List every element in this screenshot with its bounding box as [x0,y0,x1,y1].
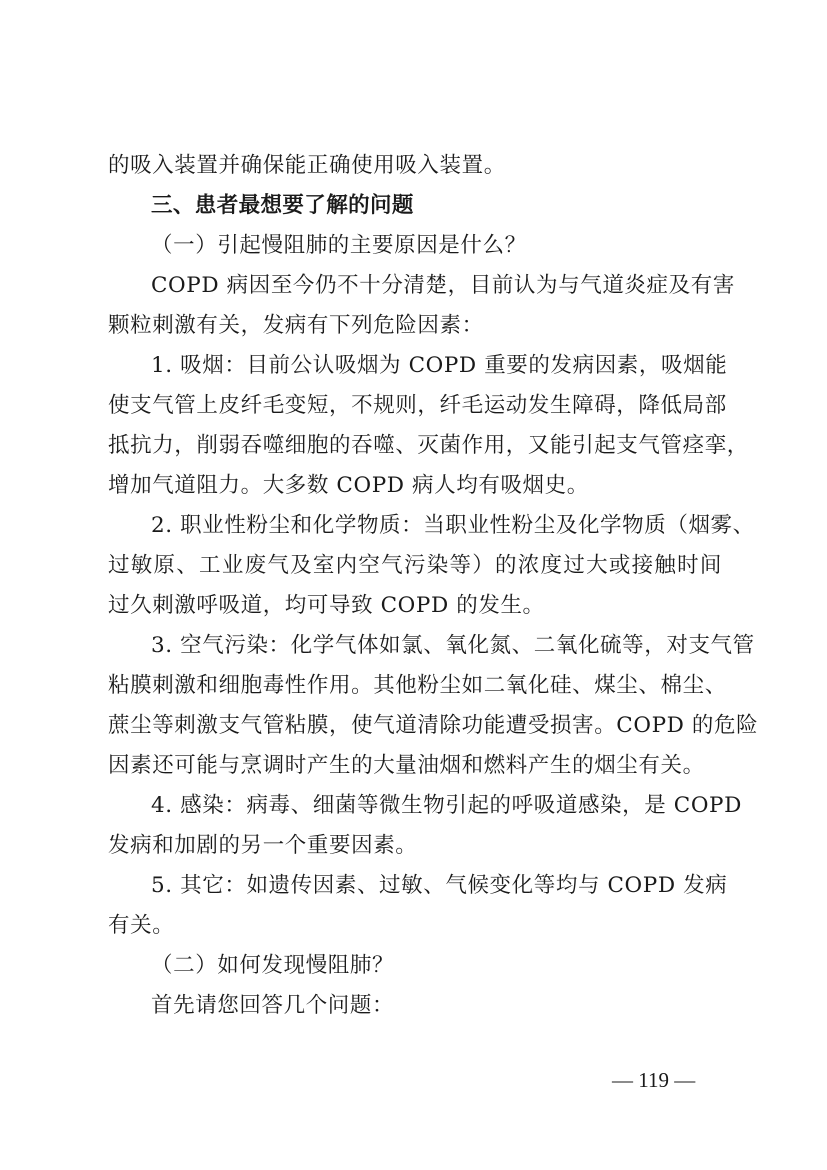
list-item-2-line: 过久刺激呼吸道，均可导致 COPD 的发生。 [108,593,545,618]
list-item-3-line: 因素还可能与烹调时产生的大量油烟和燃料产生的烟尘有关。 [108,753,705,778]
section-heading: 三、患者最想要了解的问题 [151,193,414,218]
list-item-5-line: 5. 其它：如遗传因素、过敏、气候变化等均与 COPD 发病 [151,873,728,898]
paragraph-line: 首先请您回答几个问题： [151,993,395,1018]
list-item-3-line: 蔗尘等刺激支气管粘膜，使气道清除功能遭受损害。COPD 的危险 [108,713,759,738]
list-item-2-line: 过敏原、工业废气及室内空气污染等）的浓度过大或接触时间 [108,553,722,578]
subsection-heading-2: （二）如何发现慢阻肺？ [151,953,395,978]
paragraph-line: COPD 病因至今仍不十分清楚，目前认为与气道炎症及有害 [151,273,735,298]
list-item-1-line: 增加气道阻力。大多数 COPD 病人均有吸烟史。 [108,473,589,498]
paragraph-continuation-line: 的吸入装置并确保能正确使用吸入装置。 [108,153,506,178]
document-body [108,146,759,1026]
list-item-3-line: 粘膜刺激和细胞毒性作用。其他粉尘如二氧化硅、煤尘、棉尘、 [108,673,727,698]
list-item-1-line: 1. 吸烟：目前公认吸烟为 COPD 重要的发病因素，吸烟能 [151,353,728,378]
page-number: — 119 — [612,1068,696,1092]
subsection-heading-1: （一）引起慢阻肺的主要原因是什么？ [151,233,527,258]
list-item-4-line: 发病和加剧的另一个重要因素。 [108,833,418,858]
list-item-5-line: 有关。 [108,913,175,938]
list-item-4-line: 4. 感染：病毒、细菌等微生物引起的呼吸道感染，是 COPD [151,793,742,818]
list-item-2-line: 2. 职业性粉尘和化学物质：当职业性粉尘及化学物质（烟雾、 [151,513,755,538]
paragraph-line: 颗粒刺激有关，发病有下列危险因素： [108,313,484,338]
list-item-1-line: 使支气管上皮纤毛变短，不规则，纤毛运动发生障碍，降低局部 [108,393,727,418]
list-item-1-line: 抵抗力，削弱吞噬细胞的吞噬、灭菌作用，又能引起支气管痉挛， [108,433,749,458]
list-item-3-line: 3. 空气污染：化学气体如氯、氧化氮、二氧化硫等，对支气管 [151,633,755,658]
